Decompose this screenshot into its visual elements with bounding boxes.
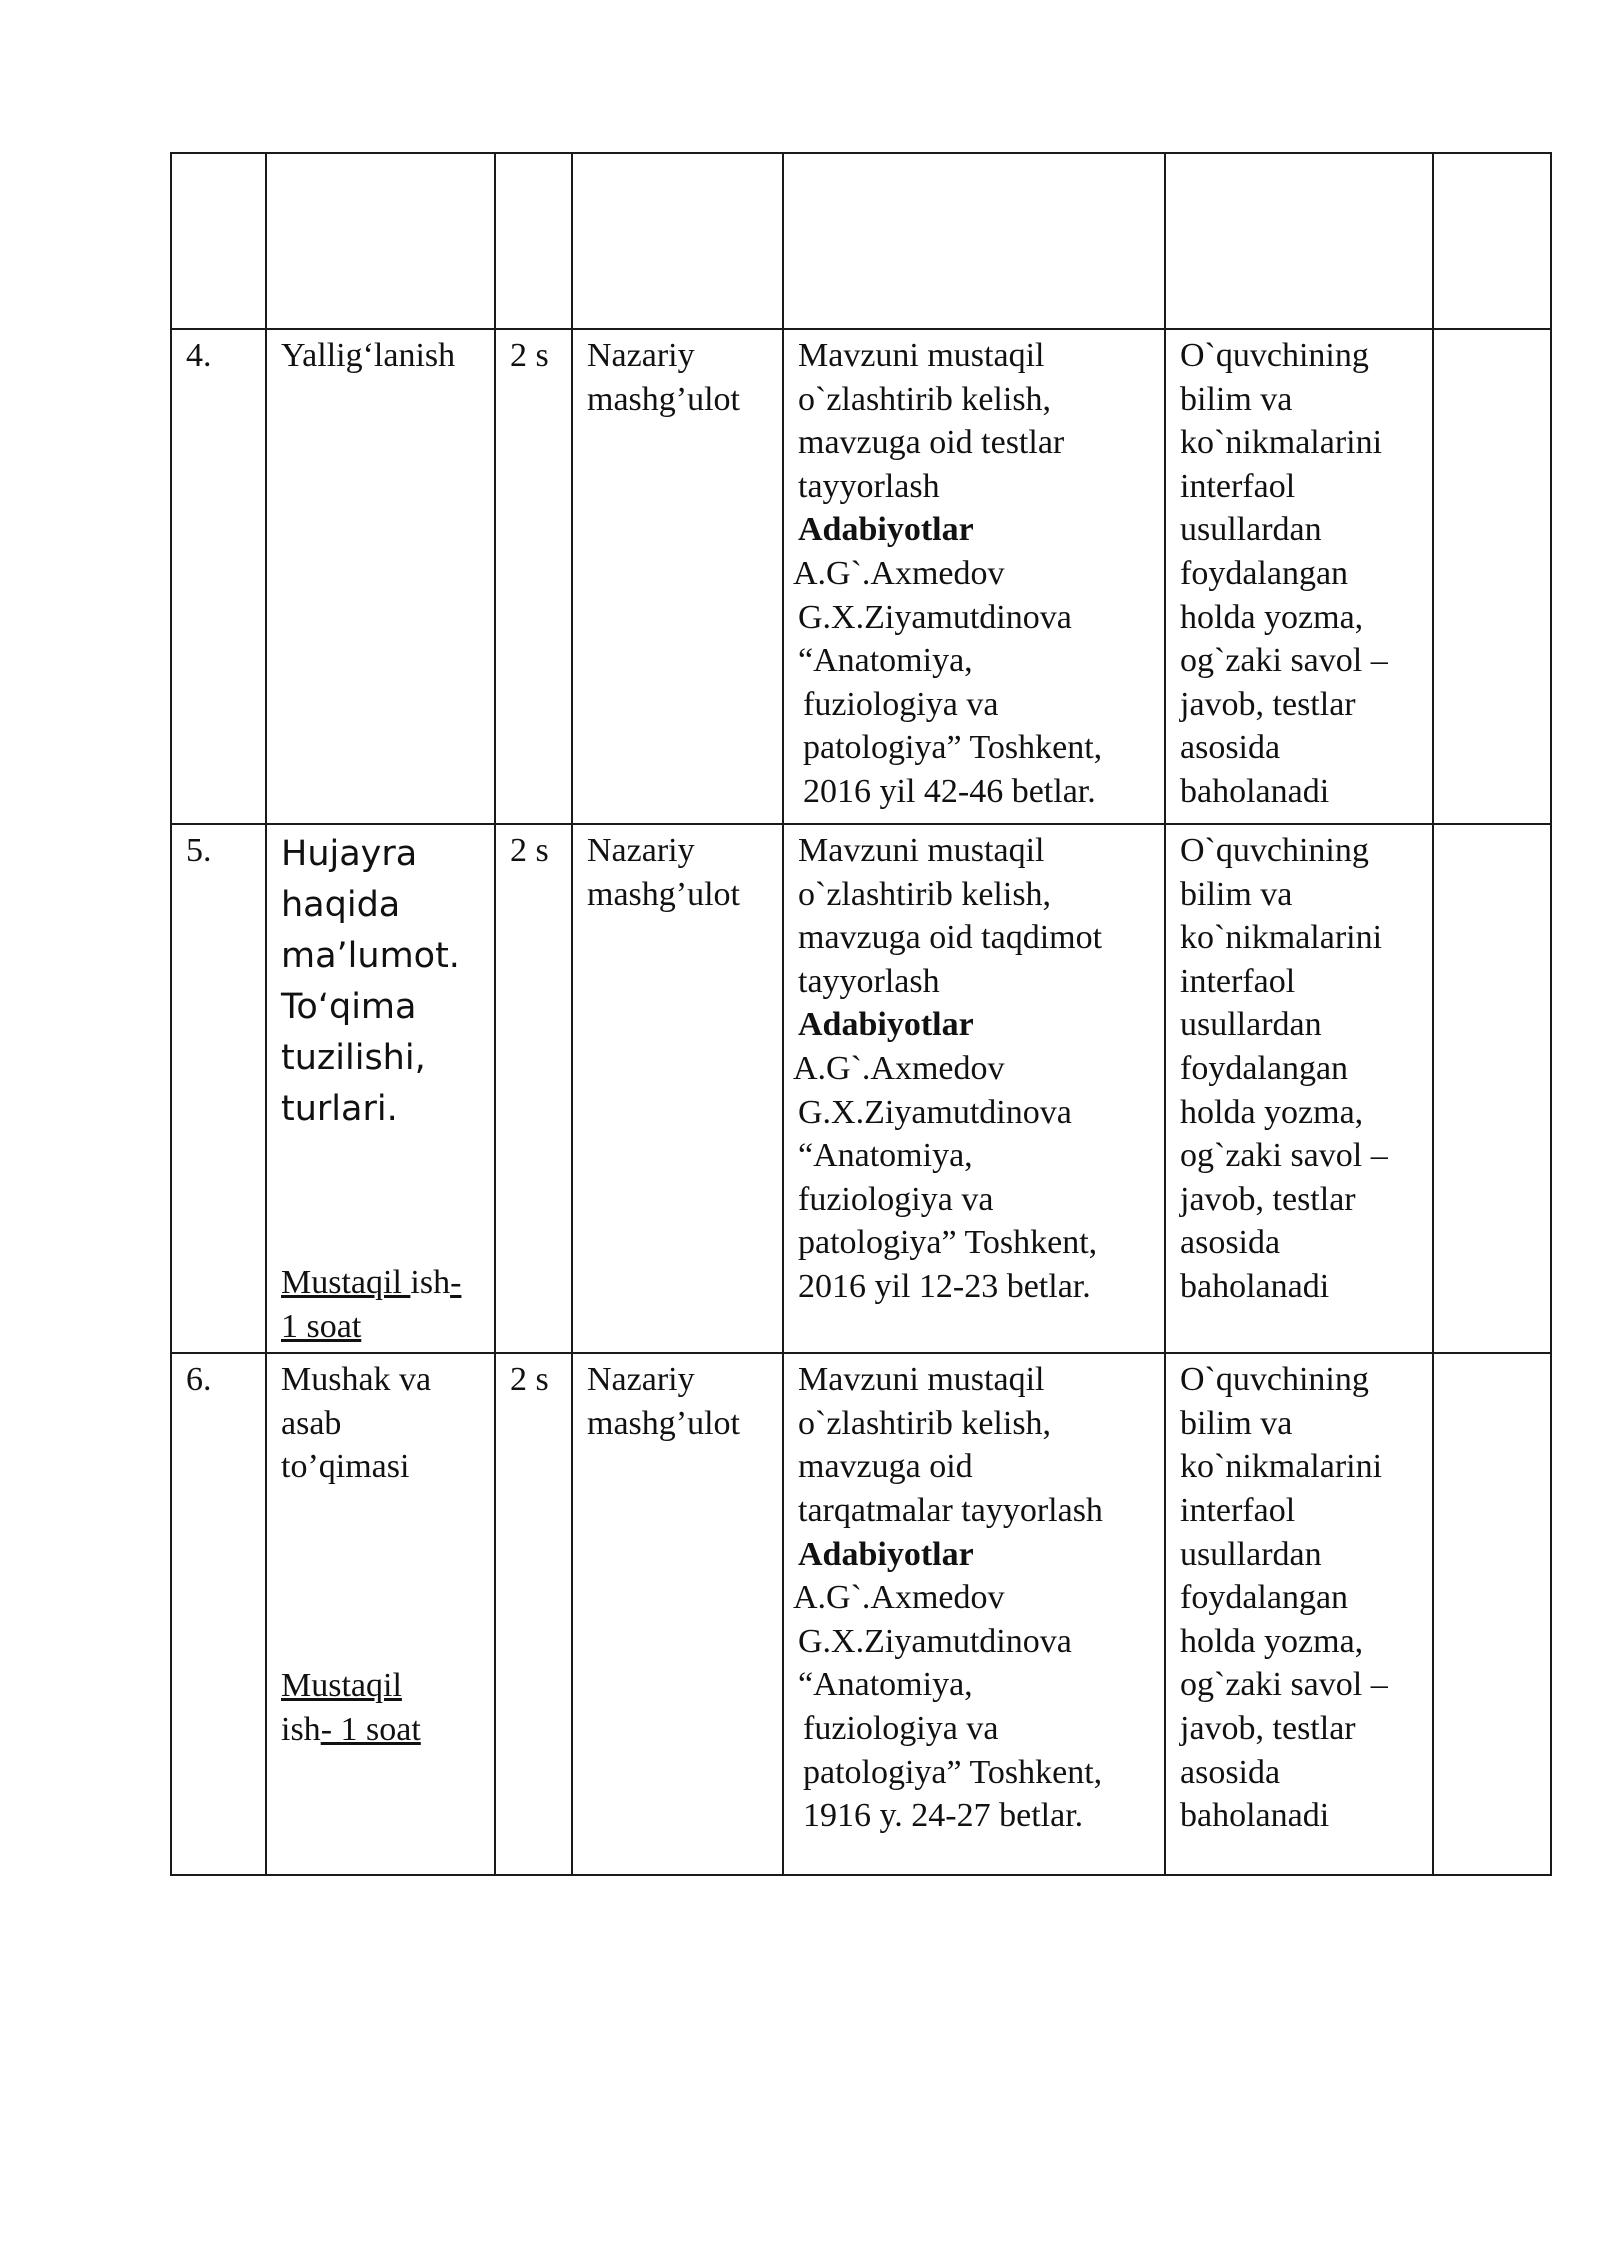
reference-line: 2016 yil 42-46 betlar. [803, 772, 1096, 810]
assessment-line: usullardan [1180, 511, 1322, 549]
notes-cell [1433, 1353, 1551, 1875]
assessment-line: ko`nikmalarini [1180, 919, 1383, 957]
assessment-line: interfaol [1180, 962, 1296, 1000]
reference-line: A.G`.Axmedov [793, 1579, 1005, 1617]
assessment-line: og`zaki savol – [1180, 1137, 1388, 1175]
assessment-line: ko`nikmalarini [1180, 1448, 1383, 1486]
hours-value: 2 s [510, 832, 549, 869]
task-line: Mavzuni mustaqil [798, 832, 1045, 869]
task-line: mavzuga oid taqdimot [798, 919, 1103, 957]
lesson-type-cell [572, 329, 783, 824]
assessment-line: bilim va [1180, 875, 1293, 913]
lesson-type-line: mashg’ulot [587, 380, 740, 418]
assessment-line: foydalangan [1180, 1049, 1349, 1087]
assessment-line: bilim va [1180, 380, 1293, 418]
assessment-line: usullardan [1180, 1535, 1322, 1573]
assessment-line: ko`nikmalarini [1180, 424, 1383, 462]
reference-line: “Anatomiya, [798, 1137, 973, 1175]
assessment-line: baholanadi [1180, 1797, 1330, 1835]
table-cell [572, 153, 783, 329]
notes-cell [1433, 329, 1551, 824]
independent-work-note: Mustaqil [281, 1666, 402, 1704]
task-line: tayyorlash [798, 962, 940, 1000]
assessment-cell [1165, 1353, 1433, 1875]
task-line: tarqatmalar tayyorlash [798, 1491, 1103, 1529]
table-cell [171, 153, 266, 329]
assessment-line: holda yozma, [1180, 1093, 1364, 1131]
topic-line: Yallig‘lanish [281, 337, 456, 374]
reference-line: “Anatomiya, [798, 1666, 973, 1704]
task-line: tayyorlash [798, 467, 940, 505]
assessment-line: asosida [1180, 1224, 1281, 1262]
table-cell [1433, 153, 1551, 329]
hours-cell [495, 329, 572, 824]
topic-line: turlari. [281, 1089, 398, 1129]
task-line: o`zlashtirib kelish, [798, 875, 1052, 913]
reference-line: A.G`.Axmedov [793, 1049, 1005, 1087]
row-number: 4. [186, 337, 212, 374]
table-cell [495, 153, 572, 329]
table-cell [1165, 153, 1433, 329]
lesson-type-line: mashg’ulot [587, 1404, 740, 1442]
lesson-type-line: Nazariy [587, 1361, 695, 1399]
reference-line: G.X.Ziyamutdinova [798, 1622, 1072, 1660]
assessment-line: og`zaki savol – [1180, 642, 1388, 680]
task-cell [783, 329, 1165, 824]
task-line: mavzuga oid [798, 1448, 973, 1486]
notes-cell [1433, 824, 1551, 1353]
assessment-line: O`quvchining [1180, 337, 1369, 374]
topic-cell [266, 824, 495, 1353]
hours-value: 2 s [510, 337, 549, 374]
topic-line: asab [281, 1404, 342, 1442]
assessment-line: interfaol [1180, 467, 1296, 505]
independent-work-hours: ish- 1 soat [281, 1710, 421, 1748]
reference-line: A.G`.Axmedov [793, 554, 1005, 592]
references-heading: Adabiyotlar [798, 1535, 974, 1573]
assessment-line: interfaol [1180, 1491, 1296, 1529]
topic-line: to’qimasi [281, 1448, 410, 1486]
table-row [171, 824, 1551, 1353]
task-line: Mavzuni mustaqil [798, 337, 1045, 374]
topic-text [281, 829, 494, 1135]
assessment-line: holda yozma, [1180, 1622, 1364, 1660]
assessment-line: usullardan [1180, 1006, 1322, 1044]
assessment-line: og`zaki savol – [1180, 1666, 1388, 1704]
reference-line: patologiya” Toshkent, [803, 1753, 1103, 1791]
task-line: mavzuga oid testlar [798, 424, 1065, 462]
lesson-type-cell [572, 824, 783, 1353]
topic-cell [266, 329, 495, 824]
hours-cell [495, 824, 572, 1353]
assessment-line: bilim va [1180, 1404, 1293, 1442]
topic-cell [266, 1353, 495, 1875]
reference-line: fuziologiya va [798, 1180, 994, 1218]
row-number: 5. [186, 832, 212, 869]
row-number-cell [171, 1353, 266, 1875]
topic-line: To‘qima [281, 987, 417, 1027]
assessment-line: holda yozma, [1180, 598, 1364, 636]
study-plan-table [170, 152, 1552, 1876]
reference-line: fuziologiya va [803, 685, 999, 723]
assessment-line: baholanadi [1180, 1267, 1330, 1305]
task-cell [783, 1353, 1165, 1875]
row-number-cell [171, 824, 266, 1353]
task-line: Mavzuni mustaqil [798, 1361, 1045, 1399]
reference-line: patologiya” Toshkent, [803, 729, 1103, 767]
reference-line: G.X.Ziyamutdinova [798, 1093, 1072, 1131]
reference-line: 1916 y. 24-27 betlar. [803, 1797, 1084, 1835]
assessment-cell [1165, 329, 1433, 824]
assessment-line: foydalangan [1180, 1579, 1349, 1617]
table-row-empty [171, 153, 1551, 329]
table-row [171, 329, 1551, 824]
hours-cell [495, 1353, 572, 1875]
reference-line: patologiya” Toshkent, [798, 1224, 1098, 1262]
assessment-line: javob, testlar [1180, 685, 1356, 723]
assessment-line: javob, testlar [1180, 1180, 1356, 1218]
reference-line: “Anatomiya, [798, 642, 973, 680]
independent-work-hours: 1 soat [281, 1307, 362, 1345]
lesson-type-cell [572, 1353, 783, 1875]
assessment-line: foydalangan [1180, 554, 1349, 592]
assessment-line: O`quvchining [1180, 1361, 1369, 1399]
table-cell [266, 153, 495, 329]
topic-line: ma’lumot. [281, 936, 460, 976]
assessment-line: O`quvchining [1180, 832, 1369, 869]
reference-line: G.X.Ziyamutdinova [798, 598, 1072, 636]
task-line: o`zlashtirib kelish, [798, 380, 1052, 418]
reference-line: 2016 yil 12-23 betlar. [798, 1267, 1091, 1305]
lesson-type-line: Nazariy [587, 337, 695, 374]
hours-value: 2 s [510, 1361, 549, 1399]
topic-line: Mushak va [281, 1361, 432, 1399]
topic-line: tuzilishi, [281, 1038, 426, 1078]
independent-work-note: Mustaqil ish- [281, 1264, 462, 1301]
table-cell [783, 153, 1165, 329]
task-cell [783, 824, 1165, 1353]
assessment-line: asosida [1180, 1753, 1281, 1791]
lesson-type-line: Nazariy [587, 832, 695, 869]
row-number: 6. [186, 1361, 212, 1399]
assessment-line: baholanadi [1180, 772, 1330, 810]
lesson-type-line: mashg’ulot [587, 875, 740, 913]
assessment-line: asosida [1180, 729, 1281, 767]
task-line: o`zlashtirib kelish, [798, 1404, 1052, 1442]
references-heading: Adabiyotlar [798, 511, 974, 549]
reference-line: fuziologiya va [803, 1709, 999, 1747]
assessment-cell [1165, 824, 1433, 1353]
assessment-line: javob, testlar [1180, 1709, 1356, 1747]
references-heading: Adabiyotlar [798, 1006, 974, 1044]
table-row [171, 1353, 1551, 1875]
row-number-cell [171, 329, 266, 824]
topic-line: haqida [281, 885, 401, 925]
topic-line: Hujayra [281, 834, 418, 874]
